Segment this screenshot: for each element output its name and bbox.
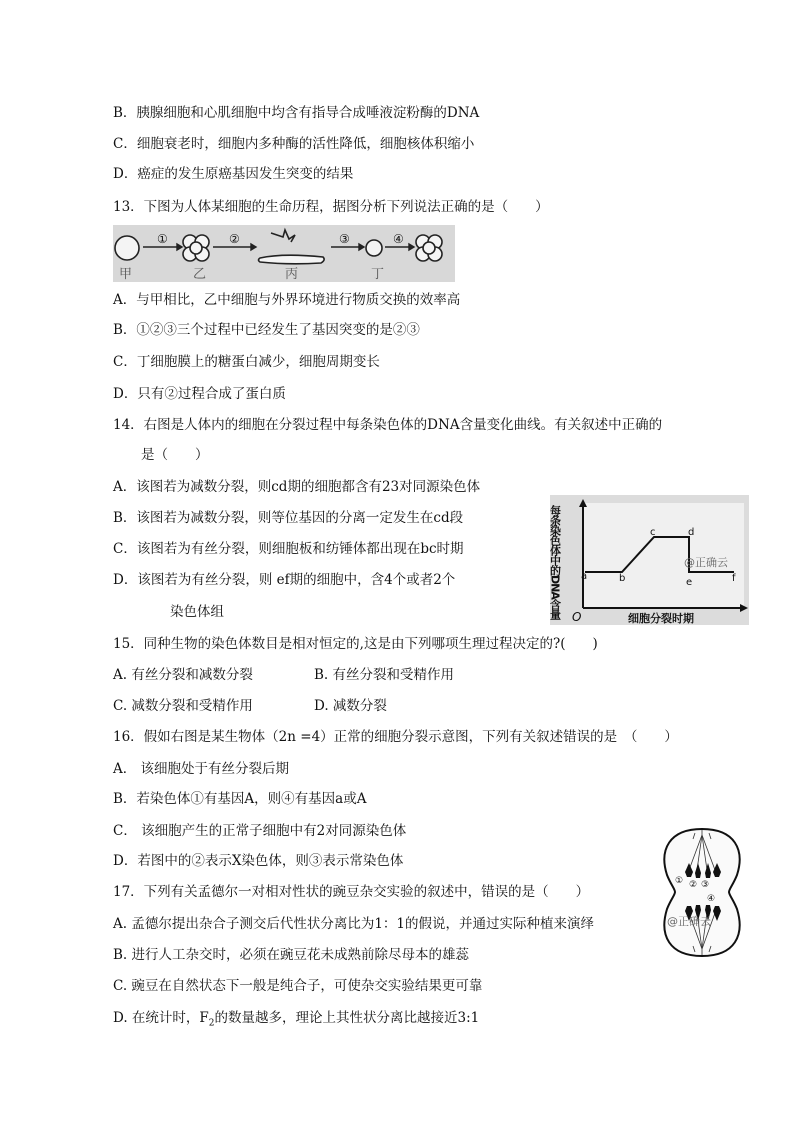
option-b-line: B．胰腺细胞和心肌细胞中均含有指导合成唾液淀粉酶的DNA [113,105,480,121]
q13-option-b: B．①②③三个过程中已经发生了基因突变的是②③ [113,322,420,338]
cell-label-jia: 甲 [119,267,133,282]
question-14-cont: 是（ ） [141,447,209,463]
q14-option-b: B．该图若为减数分裂，则等位基因的分离一定发生在cd段 [113,510,464,526]
q14-option-a: A．该图若为减数分裂，则cd期的细胞都含有23对同源染色体 [113,479,481,495]
chromosome-label-4: ④ [707,894,716,904]
option-d-line: D．癌症的发生原癌基因发生突变的结果 [113,166,354,182]
step-1-label: ① [157,232,168,246]
point-f: f [732,573,736,584]
watermark: @正确云 [684,556,728,569]
cell-label-bing: 丙 [285,267,299,282]
q15-option-a: A. 有丝分裂和减数分裂 [113,667,253,683]
question-13: 13．下图为人体某细胞的生命历程，据图分析下列说法正确的是（ ） [113,199,549,215]
q17-option-d [113,1009,479,1033]
point-b: b [619,573,626,584]
chromosome-label-3: ③ [701,880,710,890]
x-axis-label: 细胞分裂时期 [628,612,694,625]
q15-option-d: D. 减数分裂 [314,698,387,714]
subscript-2: 2 [208,1018,215,1029]
cell-label-yi: 乙 [193,267,207,282]
question-17: 17．下列有关孟德尔一对相对性状的豌豆杂交实验的叙述中，错误的是（ ） [113,884,590,900]
figure-dividing-cell [655,825,750,960]
q17-option-d-text-rest: 的数量越多，理论上其性状分离比越接近3:1 [214,1010,480,1026]
step-4-label: ④ [393,232,404,246]
q14-option-d-cont: 染色体组 [170,604,224,620]
cell-jia [115,236,139,260]
figure-cell-life-history [113,225,455,282]
cell-label-ding: 丁 [371,267,385,282]
q13-option-c: C．丁细胞膜上的糖蛋白减少，细胞周期变长 [113,354,380,370]
q16-option-d: D．若图中的②表示X染色体，则③表示常染色体 [113,853,404,869]
point-a: a [581,571,588,582]
step-2-label: ② [229,232,240,246]
watermark: @正确云 [667,915,711,928]
figure-dna-content-curve [550,495,749,625]
cell-ding [366,240,382,256]
q16-option-c: C． 该细胞产生的正常子细胞中有2对同源染色体 [113,823,407,839]
point-d: d [688,527,695,538]
cells-yi [183,235,209,261]
question-16: 16．假如右图是某生物体（2n =4）正常的细胞分裂示意图，下列有关叙述错误的是 （ ） [113,729,678,745]
point-c: c [650,527,656,538]
cells-final [416,235,442,261]
q16-option-a: A． 该细胞处于有丝分裂后期 [113,761,290,777]
q14-option-c: C．该图若为有丝分裂，则细胞板和纺锤体都出现在bc时期 [113,541,464,557]
q13-option-a: A．与甲相比，乙中细胞与外界环境进行物质交换的效率高 [113,292,461,308]
q17-option-d-text: D. 在统计时，F [113,1010,209,1026]
origin-label: O [572,610,582,624]
point-e: e [686,577,693,588]
chromosome-label-2: ② [689,880,698,890]
step-3-label: ③ [339,232,350,246]
q17-option-b: B. 进行人工杂交时，必须在豌豆花未成熟前除尽母本的雄蕊 [113,947,470,963]
q16-option-b: B．若染色体①有基因A，则④有基因a或A [113,791,367,807]
q17-option-a: A. 孟德尔提出杂合子测交后代性状分离比为1：1的假说，并通过实际种植来演绎 [113,916,595,932]
chromosome-label-1: ① [675,876,684,886]
y-axis-label: 每条染色体中的DNA含量 [548,505,562,619]
q15-option-b: B. 有丝分裂和受精作用 [314,667,455,683]
question-15: 15．同种生物的染色体数目是相对恒定的,这是由下列哪项生理过程决定的?( ) [113,636,598,652]
q14-option-d: D．该图若为有丝分裂，则 ef期的细胞中，含4个或者2个 [113,572,456,588]
question-14: 14．右图是人体内的细胞在分裂过程中每条染色体的DNA含量变化曲线。有关叙述中正确的 [113,417,663,433]
q17-option-c: C. 豌豆在自然状态下一般是纯合子，可使杂交实验结果更可靠 [113,978,483,994]
q15-option-c: C. 减数分裂和受精作用 [113,698,253,714]
option-c-line: C．细胞衰老时，细胞内多种酶的活性降低，细胞核体积缩小 [113,136,475,152]
cell-outline [664,829,739,956]
q13-option-d: D．只有②过程合成了蛋白质 [113,386,286,402]
